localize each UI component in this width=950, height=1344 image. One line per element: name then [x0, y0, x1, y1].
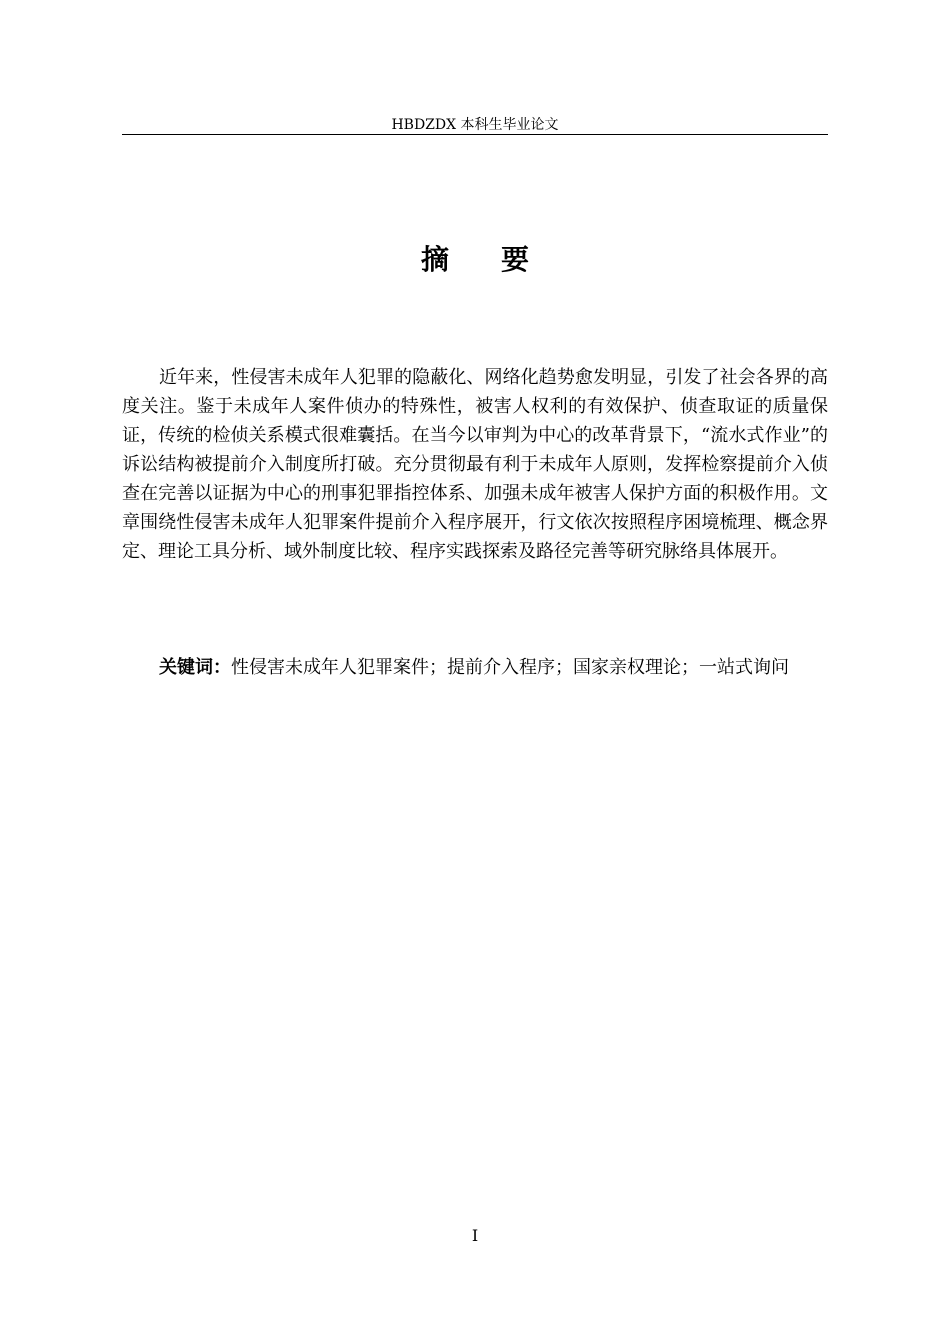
running-header: HBDZDX 本科生毕业论文 [391, 117, 559, 133]
page-number: I [471, 1226, 479, 1245]
page-title: 摘要 [420, 243, 581, 276]
keywords-paragraph [122, 653, 828, 682]
keywords-text: 性侵害未成年人犯罪案件；提前介入程序；国家亲权理论；一站式询问 [231, 657, 789, 678]
keywords-label: 关键词： [159, 657, 231, 678]
abstract-body: 近年来，性侵害未成年人犯罪的隐蔽化、网络化趋势愈发明显，引发了社会各界的高度关注。鉴于未成年人案件侦办的特殊性，被害人权利的有效保护、侦查取证的质量保证，传统的检侦关系模式很难囊括。在当今以审判为中心的改革背景下，“流水式作业”的诉讼结构被提前介入制度所打破。充分贯彻最有利于未成年人原则，发挥检察提前介入侦查在完善以证据为中心的刑事犯罪指控体系、加强未成年被害人保护方面的积极作用。文章围绕性侵害未成年人犯罪案件提前介入程序展开，行文依次按照程序困境梳理、概念界定、理论工具分析、域外制度比较、程序实践探索及路径完善等研究脉络具体展开。 [122, 367, 828, 562]
header-divider [122, 134, 828, 135]
